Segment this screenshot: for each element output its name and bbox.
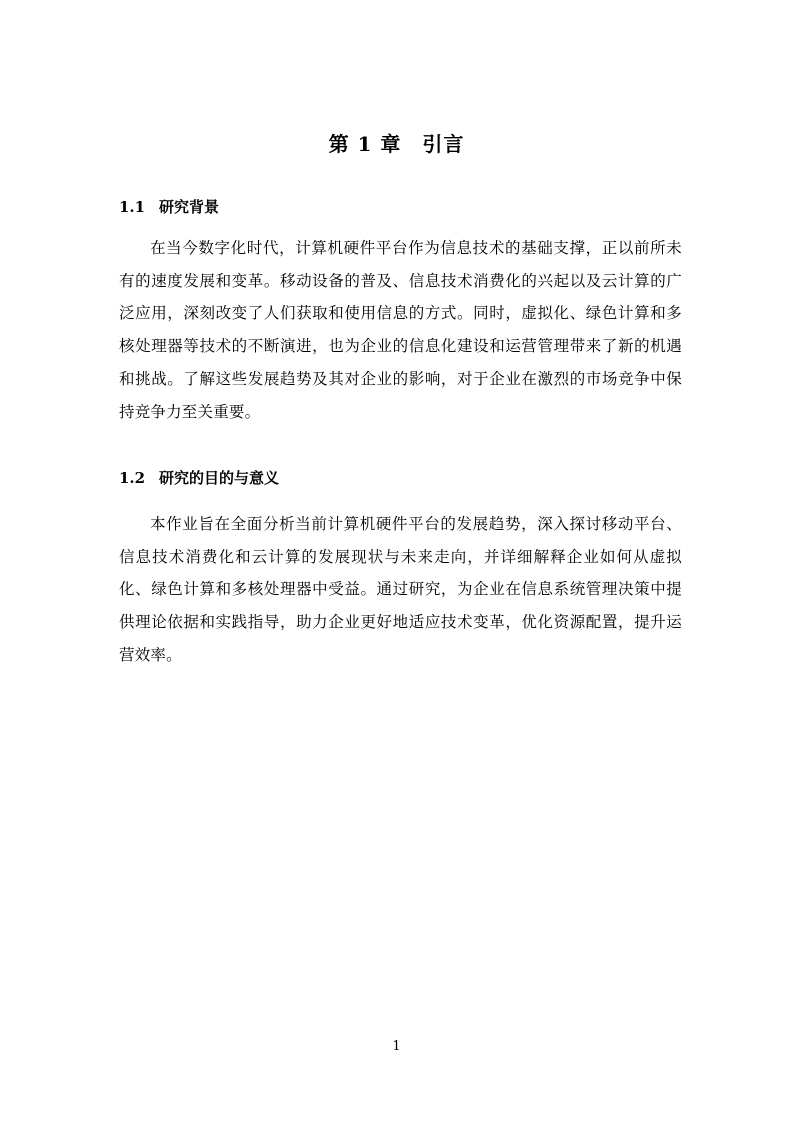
section-number: 1.2: [119, 469, 146, 487]
section-number: 1.1: [119, 198, 146, 216]
chapter-title: 第 1 章 引言: [328, 132, 465, 156]
page-number: 1: [392, 1039, 401, 1054]
section-paragraph-purpose: 本作业旨在全面分析当前计算机硬件平台的发展趋势，深入探讨移动平台、信息技术消费化和云计算的发展现状与未来走向，并详细解释企业如何从虚拟化、绿色计算和多核处理器中受益。通过研究，为企业在信息系统管理决策中提供理论依据和实践指导，助力企业更好地适应技术变革，优化资源配置，提升运营效率。: [119, 515, 682, 664]
section-paragraph-background: 在当今数字化时代，计算机硬件平台作为信息技术的基础支撑，正以前所未有的速度发展和变革。移动设备的普及、信息技术消费化的兴起以及云计算的广泛应用，深刻改变了人们获取和使用信息的方式。同时，虚拟化、绿色计算和多核处理器等技术的不断演进，也为企业的信息化建设和运营管理带来了新的机遇和挑战。了解这些发展趋势及其对企业的影响，对于企业在激烈的市场竞争中保持竞争力至关重要。: [119, 239, 682, 421]
section-heading-background: [119, 196, 219, 218]
section-title: 研究背景: [159, 198, 220, 216]
section-title: 研究的目的与意义: [159, 469, 280, 487]
section-heading-purpose: [119, 467, 279, 489]
